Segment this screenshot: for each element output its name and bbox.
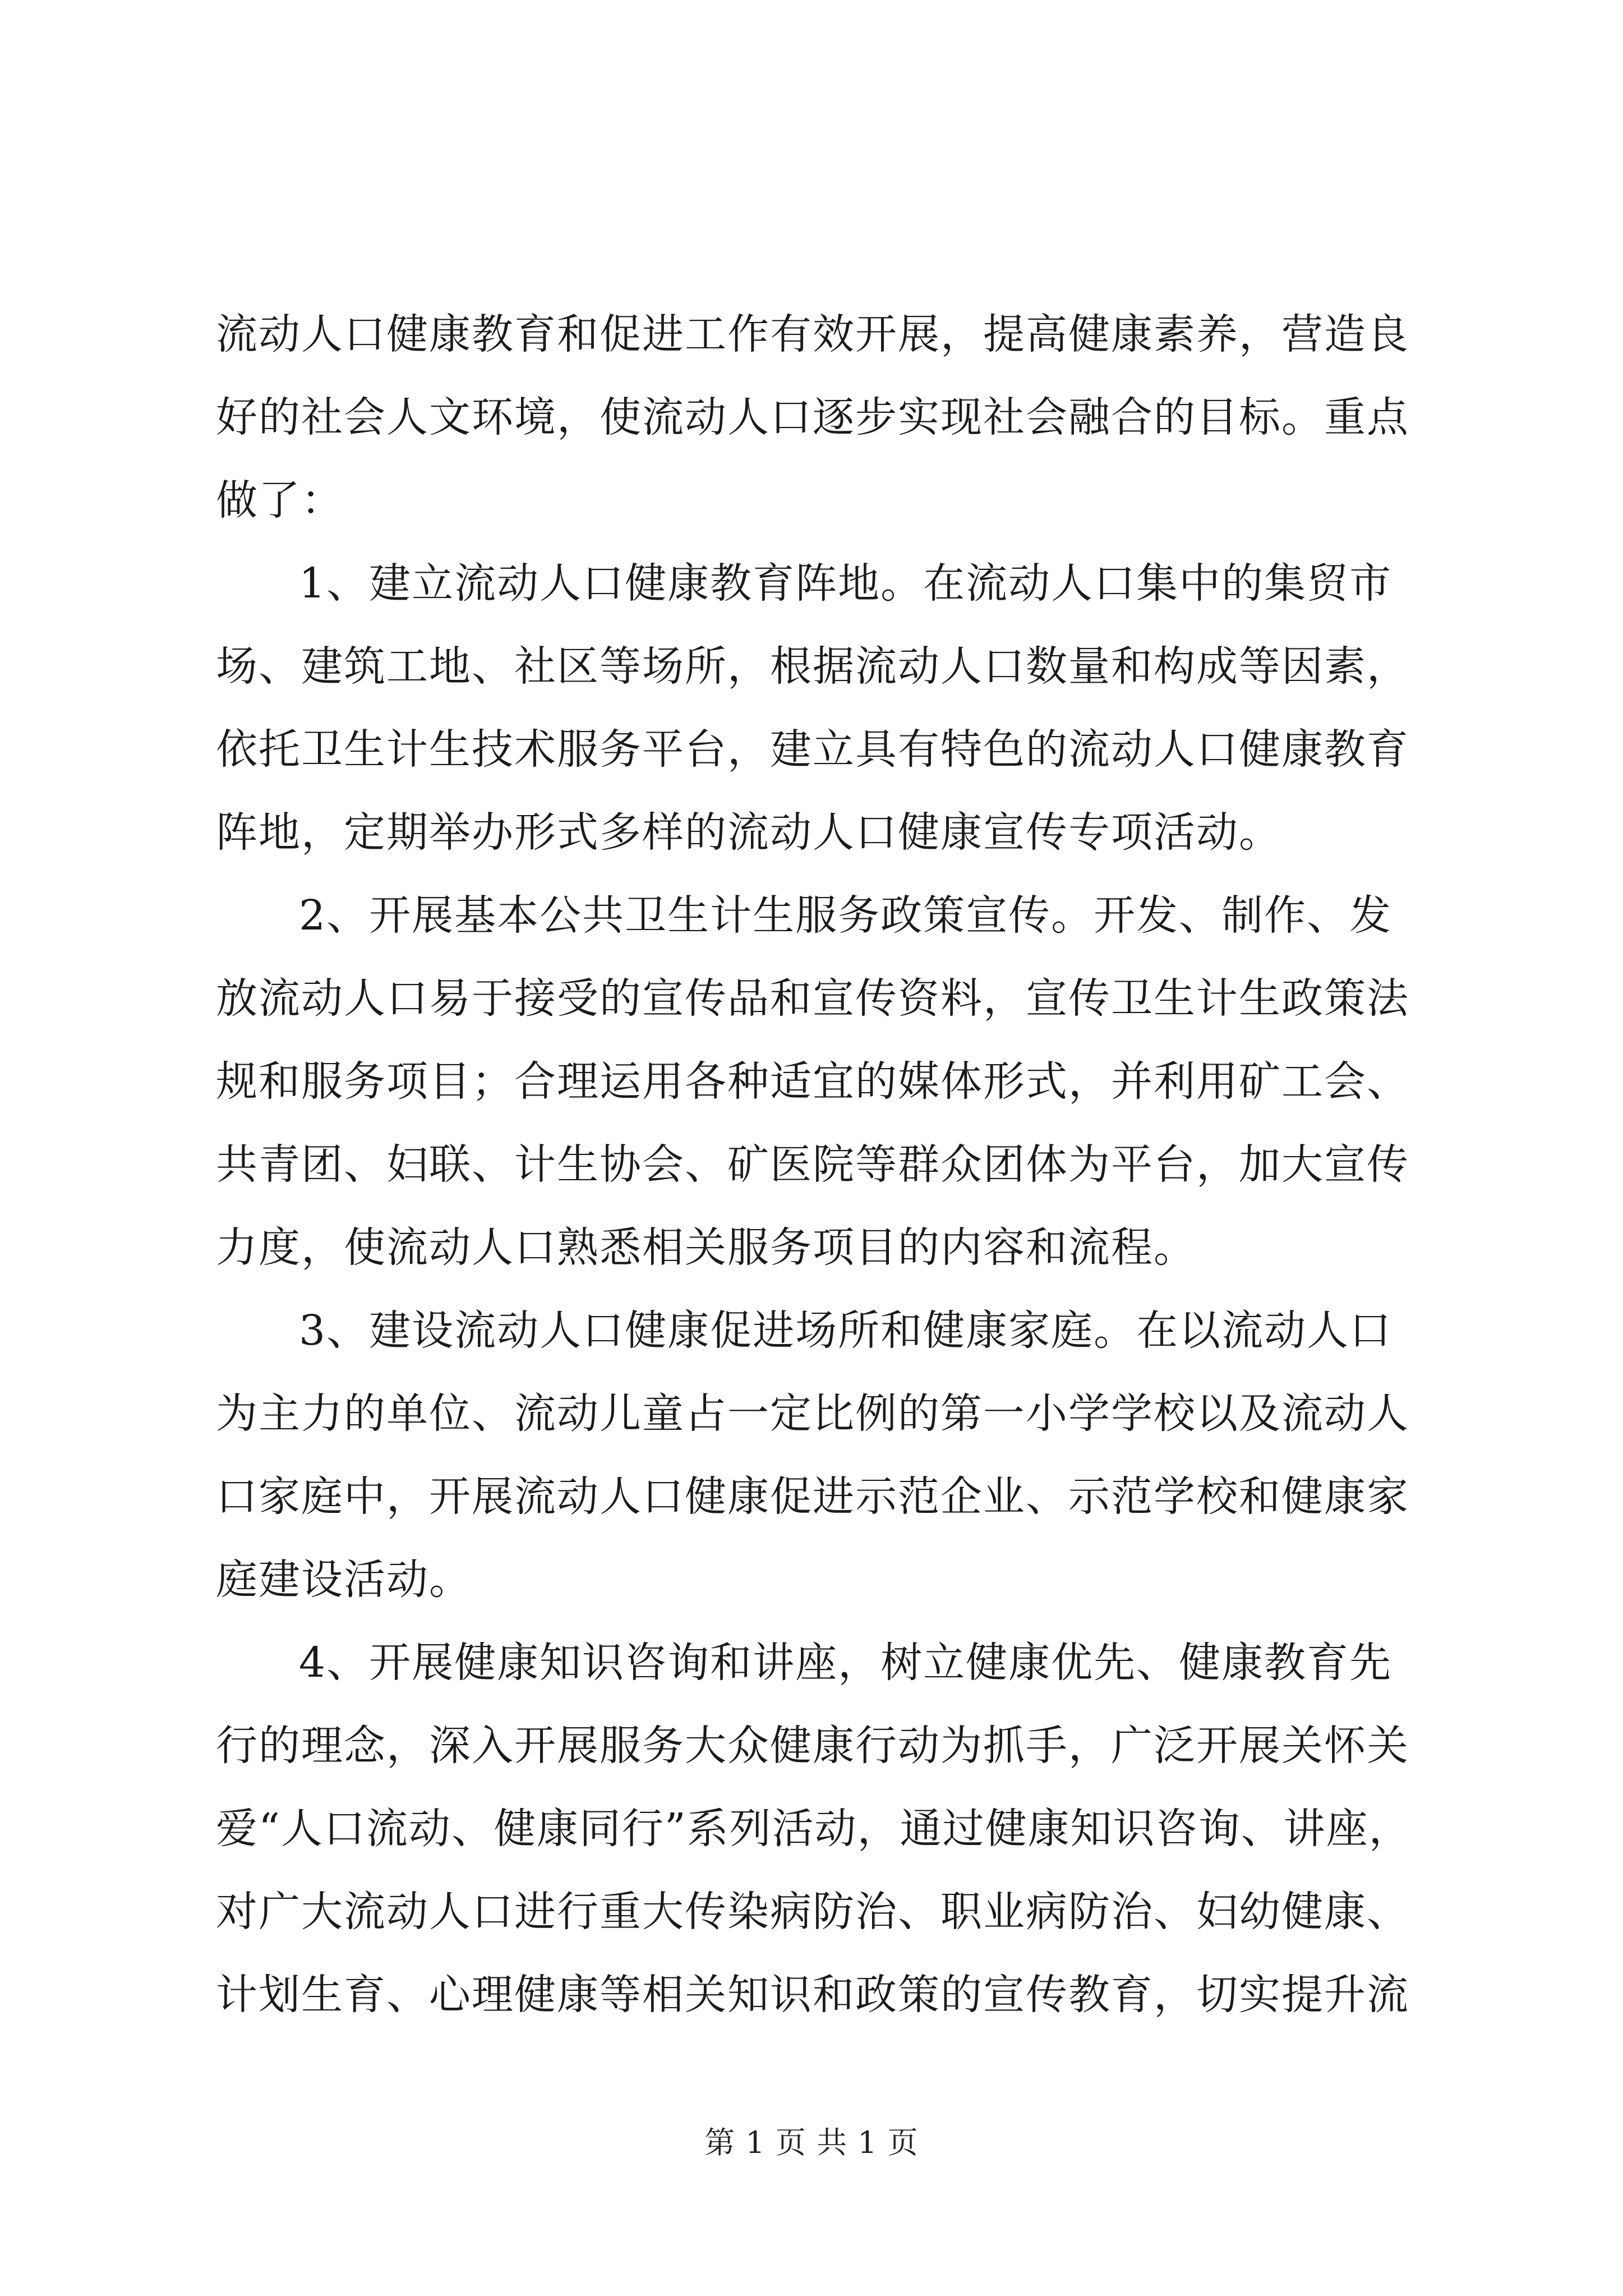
- text-line: 计划生育、心理健康等相关知识和政策的宣传教育，切实提升流: [216, 1971, 1409, 2019]
- text-line: 阵地，定期举办形式多样的流动人口健康宣传专项活动。: [216, 808, 1281, 857]
- text-line: 力度，使流动人口熟悉相关服务项目的内容和流程。: [216, 1223, 1196, 1272]
- text-line: 4、开展健康知识咨询和讲座，树立健康优先、健康教育先: [299, 1639, 1393, 1687]
- text-line: 爱“人口流动、健康同行”系列活动，通过健康知识咨询、讲座，: [216, 1805, 1412, 1853]
- item-2-paragraph: [216, 874, 1433, 1289]
- text-line: 3、建设流动人口健康促进场所和健康家庭。在以流动人口: [299, 1306, 1393, 1355]
- text-line: 共青团、妇联、计生协会、矿医院等群众团体为平台，加大宣传: [216, 1140, 1409, 1189]
- page-number-footer: 第 1 页 共 1 页: [704, 2125, 919, 2160]
- item-3-paragraph: [216, 1289, 1433, 1621]
- text-line: 庭建设活动。: [216, 1556, 472, 1604]
- text-line: 口家庭中，开展流动人口健康促进示范企业、示范学校和健康家: [216, 1473, 1409, 1521]
- item-4-paragraph: [216, 1621, 1433, 2036]
- text-line: 做了：: [216, 476, 344, 524]
- text-line: 好的社会人文环境，使流动人口逐步实现社会融合的目标。重点: [216, 393, 1409, 441]
- text-line: 1、建立流动人口健康教育阵地。在流动人口集中的集贸市: [299, 559, 1393, 608]
- text-line: 规和服务项目；合理运用各种适宜的媒体形式，并利用矿工会、: [216, 1057, 1409, 1106]
- text-line: 放流动人口易于接受的宣传品和宣传资料，宣传卫生计生政策法: [216, 974, 1409, 1023]
- text-line: 依托卫生计生技术服务平台，建立具有特色的流动人口健康教育: [216, 725, 1409, 774]
- item-1-paragraph: [216, 542, 1433, 874]
- intro-paragraph: [216, 293, 1433, 542]
- text-line: 对广大流动人口进行重大传染病防治、职业病防治、妇幼健康、: [216, 1888, 1409, 1936]
- text-line: 2、开展基本公共卫生计生服务政策宣传。开发、制作、发: [299, 891, 1393, 940]
- text-line: 行的理念，深入开展服务大众健康行动为抓手，广泛开展关怀关: [216, 1722, 1409, 1770]
- text-line: 为主力的单位、流动儿童占一定比例的第一小学学校以及流动人: [216, 1389, 1409, 1438]
- document-body: [216, 293, 1433, 2036]
- text-line: 场、建筑工地、社区等场所，根据流动人口数量和构成等因素，: [216, 642, 1409, 691]
- text-line: 流动人口健康教育和促进工作有效开展，提高健康素养，营造良: [216, 310, 1409, 358]
